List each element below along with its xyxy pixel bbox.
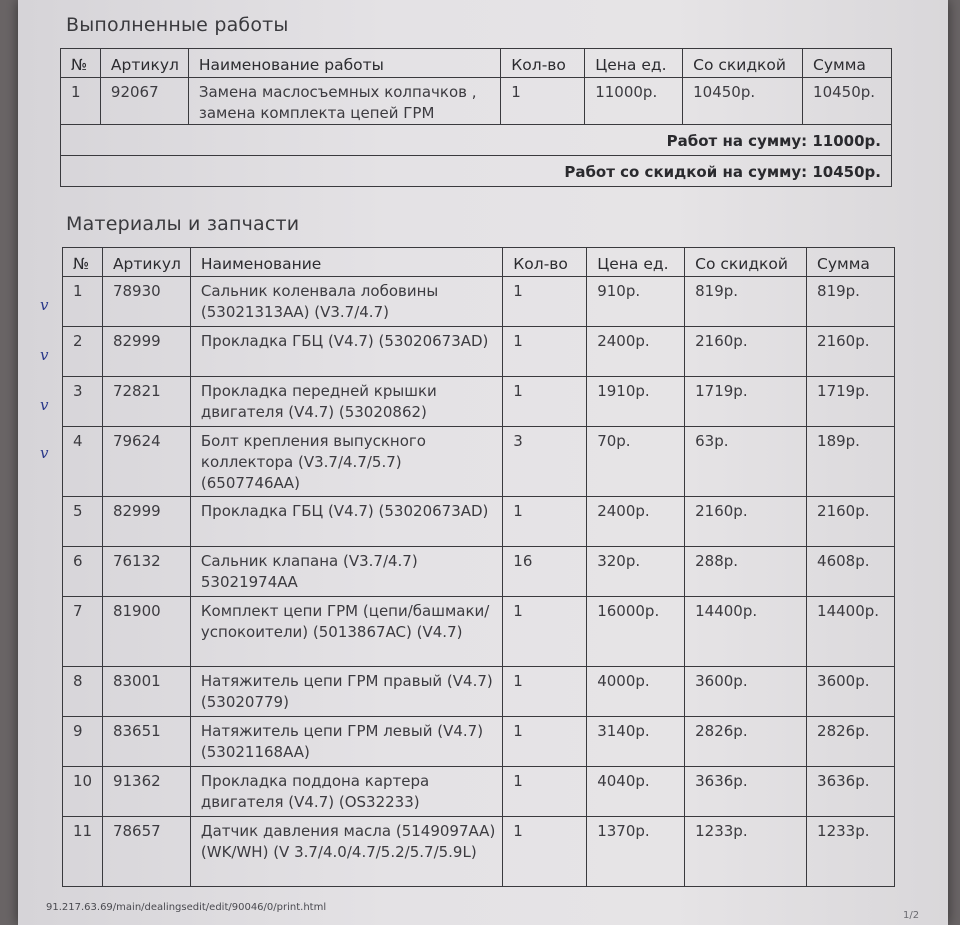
part-name: Датчик давления масла (5149097AA) (WK/WH) (V 3.7/4.0/4.7/5.2/5.7/5.9L) (190, 817, 502, 887)
col-header: № (63, 248, 103, 277)
article: 91362 (102, 767, 190, 817)
part-name: Сальник коленвала лобовины (53021313АА) (V3.7/4.7) (190, 277, 502, 327)
table-row (63, 667, 895, 717)
parts-table (62, 247, 895, 887)
unit-price: 910р. (587, 277, 685, 327)
quantity: 1 (503, 327, 587, 377)
article: 83001 (102, 667, 190, 717)
quantity: 16 (503, 547, 587, 597)
works-total-row (61, 125, 892, 156)
row-number: 9 (63, 717, 103, 767)
row-number: 7 (63, 597, 103, 667)
col-header: Кол-во (503, 248, 587, 277)
handwritten-checkmark: v (40, 444, 49, 462)
quantity: 1 (503, 377, 587, 427)
part-name: Натяжитель цепи ГРМ правый (V4.7) (53020779) (190, 667, 502, 717)
unit-price: 2400р. (587, 497, 685, 547)
quantity: 1 (503, 767, 587, 817)
part-name: Комплект цепи ГРМ (цепи/башмаки/успокоители) (5013867AC) (V4.7) (190, 597, 502, 667)
discount-price: 3600р. (685, 667, 807, 717)
col-header: Наименование работы (188, 49, 500, 78)
quantity: 1 (503, 817, 587, 887)
part-name: Прокладка передней крышки двигателя (V4.7) (53020862) (190, 377, 502, 427)
unit-price: 4040р. (587, 767, 685, 817)
document-sheet (18, 0, 948, 925)
unit-price: 11000р. (585, 78, 683, 125)
quantity: 1 (501, 78, 585, 125)
unit-price: 320р. (587, 547, 685, 597)
article: 72821 (102, 377, 190, 427)
sum: 3600р. (807, 667, 895, 717)
article: 79624 (102, 427, 190, 497)
table-row (63, 327, 895, 377)
table-row (63, 427, 895, 497)
table-row (63, 377, 895, 427)
works-header-row (61, 49, 892, 78)
col-header: Артикул (102, 248, 190, 277)
row-number: 10 (63, 767, 103, 817)
col-header: № (61, 49, 101, 78)
parts-title: Материалы и запчасти (66, 213, 300, 235)
quantity: 1 (503, 277, 587, 327)
row-number: 5 (63, 497, 103, 547)
row-number: 1 (63, 277, 103, 327)
works-total: Работ на сумму: 11000р. (61, 125, 892, 156)
unit-price: 2400р. (587, 327, 685, 377)
table-row (63, 597, 895, 667)
table-row (63, 767, 895, 817)
article: 82999 (102, 327, 190, 377)
discount-price: 3636р. (685, 767, 807, 817)
sum: 1233р. (807, 817, 895, 887)
discount-price: 819р. (685, 277, 807, 327)
unit-price: 1370р. (587, 817, 685, 887)
works-title: Выполненные работы (66, 14, 289, 36)
row-number: 4 (63, 427, 103, 497)
discount-price: 1719р. (685, 377, 807, 427)
discount-price: 2160р. (685, 327, 807, 377)
col-header: Со скидкой (685, 248, 807, 277)
article: 78657 (102, 817, 190, 887)
handwritten-checkmark: v (40, 346, 49, 364)
discount-price: 2826р. (685, 717, 807, 767)
sum: 2160р. (807, 327, 895, 377)
sum: 189р. (807, 427, 895, 497)
row-number: 2 (63, 327, 103, 377)
part-name: Натяжитель цепи ГРМ левый (V4.7) (53021168AA) (190, 717, 502, 767)
unit-price: 3140р. (587, 717, 685, 767)
works-table (60, 48, 892, 187)
handwritten-checkmark: v (40, 296, 49, 314)
quantity: 3 (503, 427, 587, 497)
handwritten-checkmark: v (40, 396, 49, 414)
sum: 1719р. (807, 377, 895, 427)
parts-header-row (63, 248, 895, 277)
article: 83651 (102, 717, 190, 767)
unit-price: 1910р. (587, 377, 685, 427)
table-row (63, 497, 895, 547)
article: 92067 (100, 78, 188, 125)
row-number: 11 (63, 817, 103, 887)
article: 78930 (102, 277, 190, 327)
page-number: 1/2 (903, 910, 920, 921)
discount-price: 2160р. (685, 497, 807, 547)
col-header: Наименование (190, 248, 502, 277)
table-row (63, 547, 895, 597)
quantity: 1 (503, 667, 587, 717)
discount-price: 10450р. (683, 78, 803, 125)
table-row (63, 277, 895, 327)
sum: 10450р. (803, 78, 892, 125)
sum: 819р. (807, 277, 895, 327)
quantity: 1 (503, 597, 587, 667)
footer-url: 91.217.63.69/main/dealingsedit/edit/90046/0/print.html (46, 902, 327, 913)
work-name: Замена маслосъемных колпачков , замена комплекта цепей ГРМ (188, 78, 500, 125)
part-name: Прокладка поддона картера двигателя (V4.7) (OS32233) (190, 767, 502, 817)
discount-price: 288р. (685, 547, 807, 597)
table-row (63, 717, 895, 767)
col-header: Сумма (807, 248, 895, 277)
col-header: Цена ед. (585, 49, 683, 78)
col-header: Кол-во (501, 49, 585, 78)
article: 76132 (102, 547, 190, 597)
table-row (61, 78, 892, 125)
works-total-discount: Работ со скидкой на сумму: 10450р. (61, 156, 892, 187)
article: 81900 (102, 597, 190, 667)
part-name: Сальник клапана (V3.7/4.7) 53021974АА (190, 547, 502, 597)
sum: 3636р. (807, 767, 895, 817)
sum: 14400р. (807, 597, 895, 667)
unit-price: 70р. (587, 427, 685, 497)
row-number: 1 (61, 78, 101, 125)
quantity: 1 (503, 497, 587, 547)
col-header: Артикул (100, 49, 188, 78)
discount-price: 14400р. (685, 597, 807, 667)
col-header: Цена ед. (587, 248, 685, 277)
unit-price: 4000р. (587, 667, 685, 717)
sum: 2826р. (807, 717, 895, 767)
col-header: Сумма (803, 49, 892, 78)
sum: 2160р. (807, 497, 895, 547)
table-row (63, 817, 895, 887)
unit-price: 16000р. (587, 597, 685, 667)
discount-price: 63р. (685, 427, 807, 497)
part-name: Прокладка ГБЦ (V4.7) (53020673AD) (190, 327, 502, 377)
discount-price: 1233р. (685, 817, 807, 887)
sum: 4608р. (807, 547, 895, 597)
part-name: Прокладка ГБЦ (V4.7) (53020673AD) (190, 497, 502, 547)
row-number: 6 (63, 547, 103, 597)
col-header: Со скидкой (683, 49, 803, 78)
quantity: 1 (503, 717, 587, 767)
part-name: Болт крепления выпускного коллектора (V3.7/4.7/5.7) (6507746АА) (190, 427, 502, 497)
row-number: 3 (63, 377, 103, 427)
article: 82999 (102, 497, 190, 547)
row-number: 8 (63, 667, 103, 717)
works-total-discount-row (61, 156, 892, 187)
